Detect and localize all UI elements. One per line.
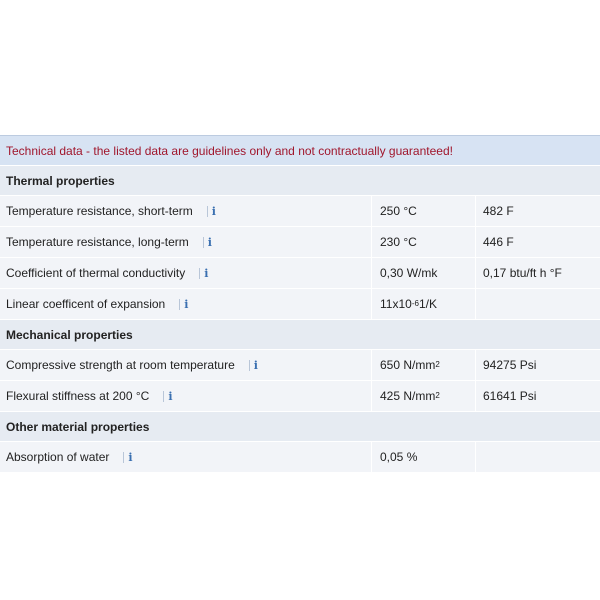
info-icon[interactable]: i [179,299,188,310]
section-title: Mechanical properties [6,327,133,342]
property-value-imperial: 446 F [476,227,600,257]
table-row [0,380,600,411]
property-value-metric: 425 N/mm 2 [372,381,475,411]
info-icon[interactable]: i [123,452,132,463]
section-header-other [0,411,600,441]
property-value-metric: 230 °C [372,227,475,257]
table-header [0,135,600,165]
property-label: Linear coefficent of expansion [6,297,166,311]
property-value-metric: 650 N/mm 2 [372,350,475,380]
section-header-mechanical [0,319,600,349]
info-icon[interactable]: i [207,206,216,217]
section-title: Thermal properties [6,173,115,188]
info-icon[interactable]: i [203,237,212,248]
property-value-metric: 11x10 -6 1/K [372,289,475,319]
section-header-thermal [0,165,600,195]
technical-data-table [0,135,600,472]
property-value-imperial: 0,17 btu/ft h °F [476,258,600,288]
info-icon[interactable]: i [199,268,208,279]
property-label: Temperature resistance, short-term [6,204,193,218]
table-row [0,349,600,380]
table-row [0,195,600,226]
table-row [0,441,600,472]
property-value-imperial [476,442,600,472]
table-row [0,257,600,288]
section-title: Other material properties [6,419,150,434]
table-header-title: Technical data - the listed data are guidelines only and not contractually guaranteed! [6,143,453,158]
property-value-imperial: 61641 Psi [476,381,600,411]
table-row [0,226,600,257]
property-value-imperial: 94275 Psi [476,350,600,380]
property-value-imperial [476,289,600,319]
property-label: Compressive strength at room temperature [6,358,235,372]
property-value-metric: 0,05 % [372,442,475,472]
property-value-metric: 250 °C [372,196,475,226]
property-value-metric: 0,30 W/mk [372,258,475,288]
table-row [0,288,600,319]
info-icon[interactable]: i [249,360,258,371]
property-label: Temperature resistance, long-term [6,235,189,249]
property-label: Coefficient of thermal conductivity [6,266,186,280]
info-icon[interactable]: i [163,391,172,402]
property-label: Absorption of water [6,450,110,464]
property-value-imperial: 482 F [476,196,600,226]
property-label: Flexural stiffness at 200 °C [6,389,150,403]
